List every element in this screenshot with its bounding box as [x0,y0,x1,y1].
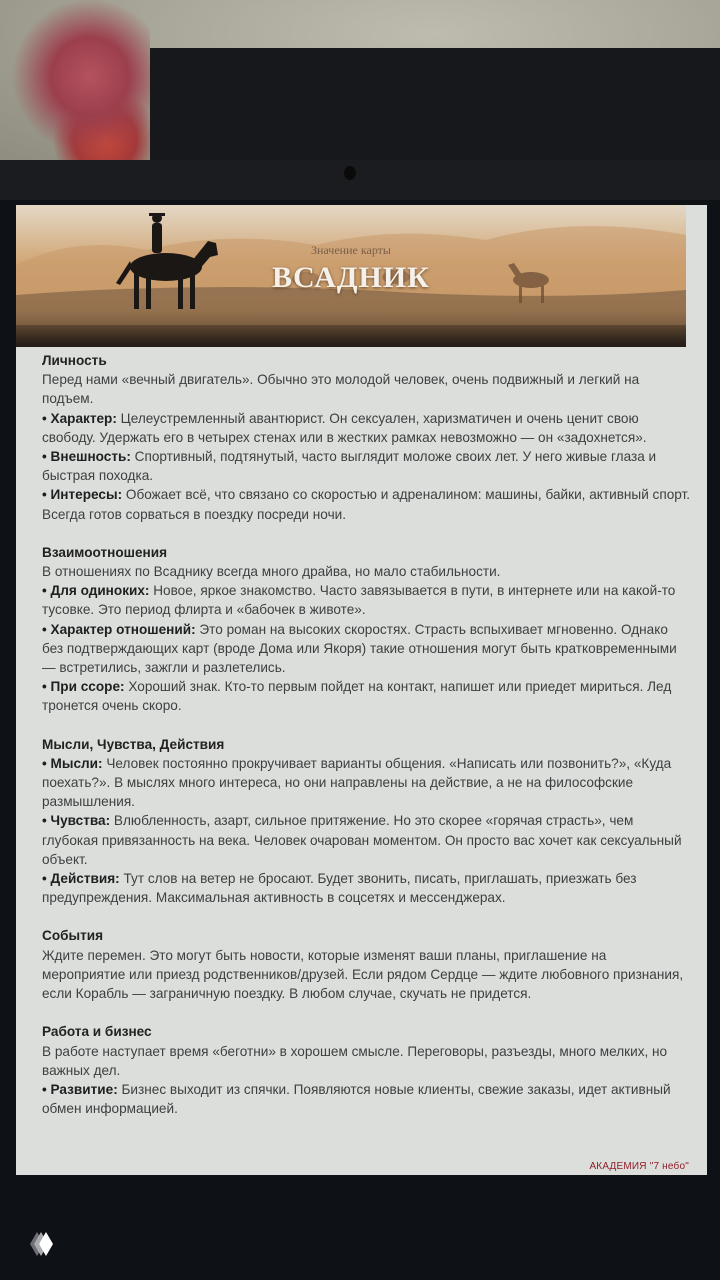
card-title: ВСАДНИК [272,261,430,294]
list-item: • Чувства: Влюбленность, азарт, сильное притяжение. Но это скорее «горячая страсть», чем глубокая привязанность на века. Человек очарован моментом. Он просто вас хочет как сексуальный объект. [42,813,682,867]
section-relationships [42,543,692,716]
document-page [16,205,707,1175]
section-thoughts-feelings-actions [42,735,692,908]
banner-subtitle: Значение карты [311,243,391,257]
card-banner [16,205,686,347]
list-item: • Развитие: Бизнес выходит из спячки. Появляются новые клиенты, свежие заказы, идет активный обмен информацией. [42,1081,671,1117]
list-item: • Действия: Тут слов на ветер не бросают. Будет звонить, писать, приглашать, приезжать без предупреждения. Максимальная активность в соцсетях и мессенджерах. [42,871,637,906]
section-title: Личность [42,353,107,368]
section-intro: В работе наступает время «беготни» в хорошем смысле. Переговоры, разъезды, много мелких, но важных дел. [42,1043,668,1078]
section-work-business [42,1022,692,1118]
card-description [42,351,692,1137]
section-title: События [42,928,104,944]
list-item: • Характер: Целеустремленный авантюрист. Он сексуален, харизматичен и очень ценит свою свободу. Удержать его в четырех стенах или в жестких рамках невозможно — он «задохнется». [42,410,647,445]
list-item: • Характер отношений: Это роман на высоких скоростях. Страсть вспыхивает мгновенно. Однако без подтверждающих карт (вроде Дома или Якоря) такие отношения могут быть кратковременными — встретились, зажгли и разлетелись. [42,621,677,676]
section-title: Работа и бизнес [42,1024,152,1040]
list-item: • Внешность: Спортивный, подтянутый, часто выглядит моложе своих лет. У него живые глаза и быстрая походка. [42,449,657,484]
list-item: • Интересы: Обожает всё, что связано со скоростью и адреналином: машины, байки, активный спорт. Всегда готов сорваться в поездку посреди ночи. [42,487,691,522]
list-item: • Мысли: Человек постоянно прокручивает варианты общения. «Написать или позвонить?», «Куда поехать?». В мыслях много интереса, но они направлены на действие, а не на философские размышления. [42,755,672,810]
flower-bouquet [0,0,150,170]
section-intro: Перед нами «вечный двигатель». Обычно это молодой человек, очень подвижный и легкий на подъем. [42,372,640,407]
section-intro: В отношениях по Всаднику всегда много драйва, но мало стабильности. [42,564,501,580]
layered-diamond-logo-icon [22,1226,58,1262]
laptop-lid-back [150,48,720,168]
section-intro: Ждите перемен. Это могут быть новости, которые изменят ваши планы, приглашение на мероприятие или приезд родственников/друзей. Если рядом Сердце — ждите любовного признания, если Корабль — заграничную поездку. В любом случае, скучать не придется. [42,947,684,1002]
section-title: Мысли, Чувства, Действия [42,736,225,752]
section-title: Взаимоотношения [42,544,168,560]
webcam-icon [344,166,356,180]
academy-brand: АКАДЕМИЯ "7 небо" [589,1161,689,1172]
section-personality [42,351,692,524]
list-item: • Для одиноких: Новое, яркое знакомство. Часто завязывается в пути, в интернете или на какой-то тусовке. Это период флирта и «бабочек в животе». [42,583,676,618]
list-item: • При ссоре: Хороший знак. Кто-то первым пойдет на контакт, напишет или приедет мириться. Лед тронется очень скоро. [42,679,672,714]
bezel-top [0,160,720,200]
section-events [42,926,692,1003]
